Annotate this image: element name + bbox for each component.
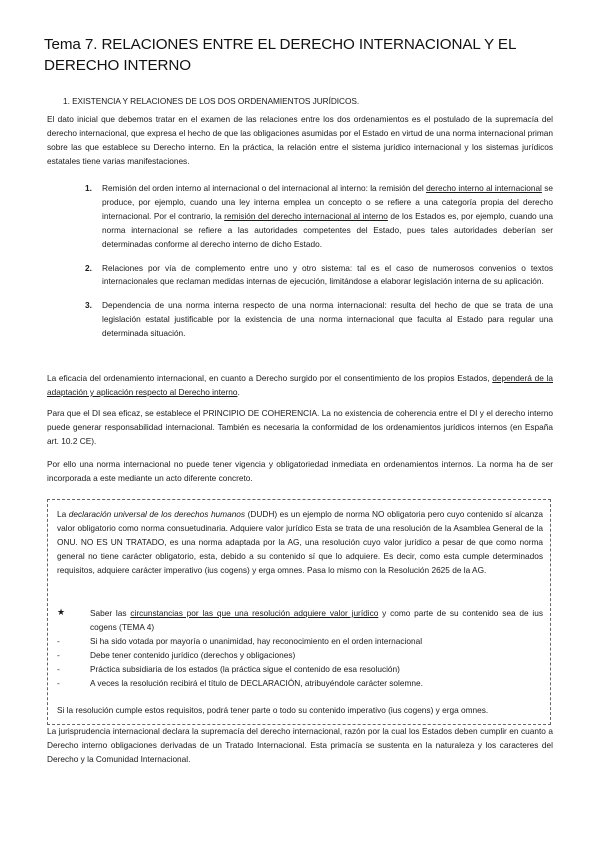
dudh-text: (DUDH) es un ejemplo de norma NO obligatoria pero cuyo contenido sí alcanza valor obligatorio como norma consuetudinaria. Adquiere valor jurídico Esta se trata de una resolución de la Asamblea General de la ONU. NO ES UN TRATADO, es una norma adaptada por la AG, una resolución cuyo valor jurídico a pesar de que como norma general no tiene carácter obligatorio, esta, debido a su contenido sí que lo adquiere. Es decir, como esta cumple determinados requisitos, adquiere carácter imperativo (ius cogens) y erga omnes. Pasa lo mismo con la Resolución 2625 de la AG. bbox=[57, 509, 543, 575]
page-title: Tema 7. RELACIONES ENTRE EL DERECHO INTERNACIONAL Y EL DERECHO INTERNO bbox=[44, 36, 516, 74]
list-text: Dependencia de una norma interna respecto de una norma internacional: resulta del hecho de que se trata de una legislación estatal justificable por la existencia de una norma internacional que faculta al Estado para regular una determinada situación. bbox=[102, 300, 553, 339]
list-text: se produce, por ejemplo, cuando una ley interna emplea un concepto o se refiere a una categoría propia del derecho internacional. Por el contrario, la bbox=[102, 183, 553, 221]
eficacia-end: . bbox=[237, 386, 240, 397]
dash-bullet: - bbox=[57, 677, 60, 688]
list-item bbox=[57, 663, 543, 677]
star-note-text bbox=[57, 607, 543, 635]
condition-text: Práctica subsidiaria de los estados (la práctica sigue el contenido de esa resolución) bbox=[90, 663, 400, 674]
list-item bbox=[57, 677, 543, 691]
underlined-phrase: remisión del derecho internacional al interno bbox=[224, 210, 388, 221]
dash-bullet: - bbox=[57, 649, 60, 660]
intro-paragraph: El dato inicial que debemos tratar en el examen de las relaciones entre los dos ordenamientos es el postulado de la supremacía del derecho internacional, que expresa el hecho de que las obligaciones asumidas por el Estado en virtud de una norma internacional priman sobre las que establece su Derecho interno. En la práctica, la relación entre el sistema jurídico internacional y los sistemas jurídicos estatales tiene varias manifestaciones. bbox=[47, 114, 553, 166]
list-item bbox=[85, 299, 553, 341]
list-number: 2. bbox=[85, 262, 92, 273]
list-item bbox=[85, 262, 553, 290]
vigencia-paragraph: Por ello una norma internacional no puede tener vigencia y obligatoriedad inmediata en ordenamientos internos. La norma ha de ser incorporada a este mediante un acto diferente concreto. bbox=[47, 459, 553, 483]
coherencia-paragraph: Para que el DI sea eficaz, se establece el PRINCIPIO DE COHERENCIA. La no existencia de coherencia entre el DI y el derecho interno puede generar responsabilidad internacional. También es necesaria la conformidad de los ordenamientos jurídicos internos (en España art. 10.2 CE). bbox=[47, 408, 553, 446]
list-text: Relaciones por vía de complemento entre uno y otro sistema: tal es el caso de numerosos convenios o textos internacionales que reclaman medidas internas de ejecución, limitándose a elaborar legislación interna de su aplicación. bbox=[102, 262, 553, 287]
list-number: 3. bbox=[85, 300, 92, 311]
condition-text: Si ha sido votada por mayoría o unanimidad, hay reconocimiento en el orden internacional bbox=[90, 636, 423, 646]
list-text: de los Estados es, por ejemplo, cuando una norma internacional se refiere a las autoridades competentes del Estado, pues tales autoridades deberían ser determinadas conforme al derecho interno de dicho Estado. bbox=[102, 210, 553, 249]
dash-bullet: - bbox=[57, 663, 60, 674]
section-heading: 1. EXISTENCIA Y RELACIONES DE LOS DOS ORDENAMIENTOS JURÍDICOS. bbox=[63, 96, 360, 106]
star-prefix: Saber las bbox=[90, 608, 131, 618]
dudh-note-box bbox=[47, 499, 551, 725]
list-item bbox=[57, 635, 543, 649]
dudh-italic: declaración universal de los derechos humanos bbox=[68, 509, 246, 519]
underlined-phrase: dependerá de la adaptación y aplicación respecto al Derecho interno bbox=[47, 373, 553, 397]
jurisprudencia-paragraph: La jurisprudencia internacional declara la supremacía del derecho internacional, razón por la cual los Estados deben cumplir en cuanto a Derecho interno obligaciones derivadas de un Tratado Internacional. Esta primacía se sustenta en la naturaleza y los caracteres del Derecho y la Comunidad Internacional. bbox=[47, 726, 553, 764]
list-text: Remisión del orden interno al internacional o del internacional al interno: la remisión del bbox=[102, 183, 427, 193]
box-closing-paragraph: Si la resolución cumple estos requisitos, podrá tener parte o todo su contenido imperativo (ius cogens) y erga omnes. bbox=[57, 705, 489, 715]
underlined-phrase: derecho interno al internacional bbox=[426, 183, 542, 193]
dudh-prefix: La bbox=[57, 509, 69, 519]
manifestations-list bbox=[85, 182, 553, 341]
list-item bbox=[57, 649, 543, 663]
list-item bbox=[85, 182, 553, 252]
conditions-list bbox=[57, 635, 543, 691]
dudh-paragraph bbox=[57, 508, 543, 578]
star-rest: y como parte de su contenido sea de ius cogens (TEMA 4) bbox=[90, 608, 543, 632]
condition-text: A veces la resolución recibirá el título de DECLARACIÓN, atribuyéndole carácter solemne. bbox=[90, 677, 423, 688]
eficacia-text: La eficacia del ordenamiento internacional, en cuanto a Derecho surgido por el consentimiento de los propios Estados, bbox=[47, 373, 493, 383]
eficacia-paragraph bbox=[47, 372, 553, 400]
star-note bbox=[57, 607, 543, 635]
list-number: 1. bbox=[85, 183, 92, 193]
star-icon: ★ bbox=[57, 608, 66, 618]
condition-text: Debe tener contenido jurídico (derechos y obligaciones) bbox=[90, 649, 296, 660]
underlined-phrase: circunstancias por las que una resolución adquiere valor jurídico bbox=[130, 608, 379, 618]
dash-bullet: - bbox=[57, 636, 60, 646]
